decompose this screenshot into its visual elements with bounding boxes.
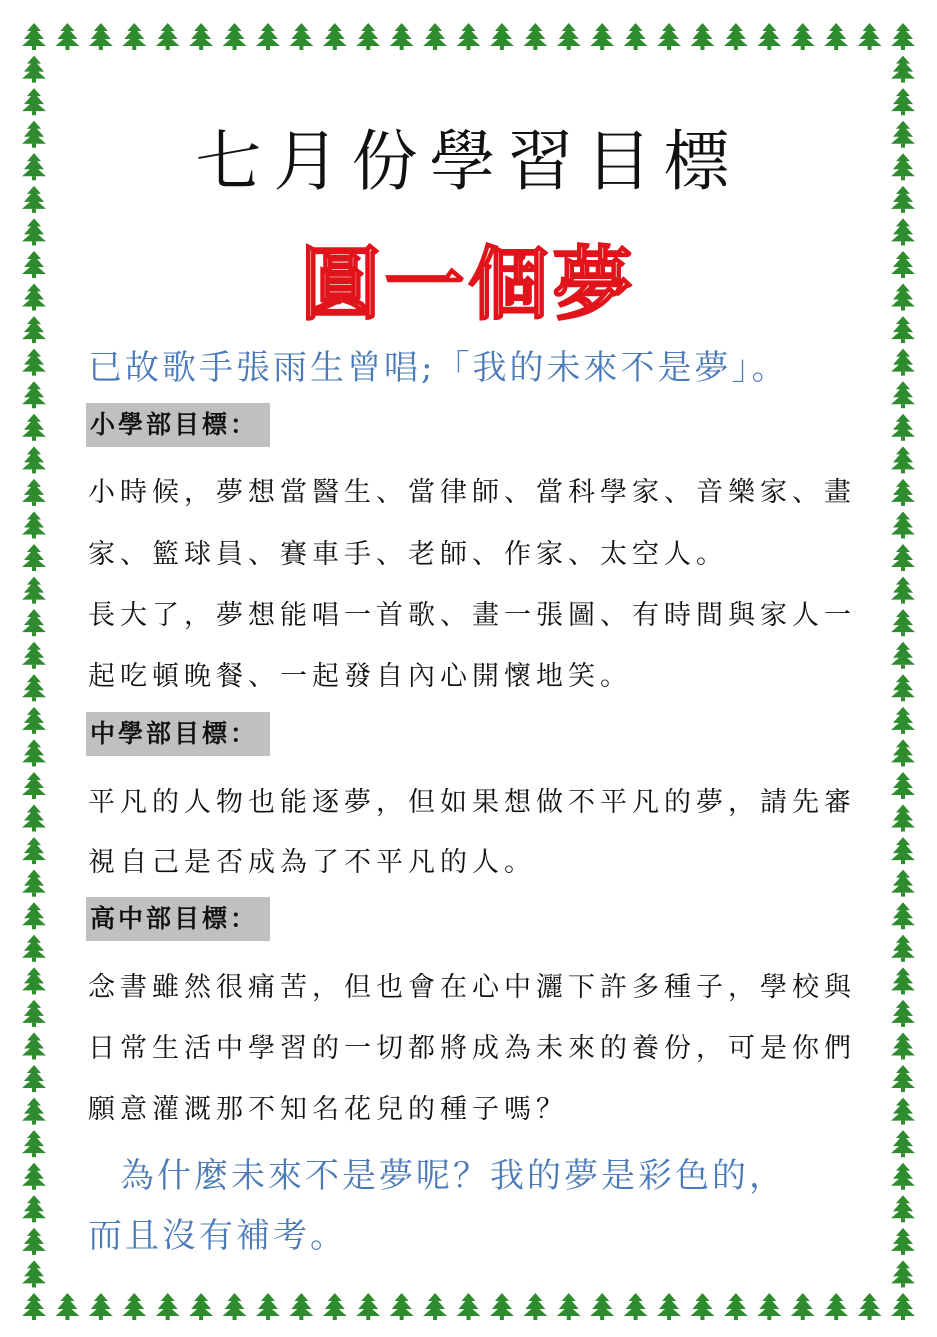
tree-icon xyxy=(891,511,915,538)
tree-icon xyxy=(22,902,46,929)
tree-icon xyxy=(891,1130,915,1157)
tree-icon xyxy=(423,1293,447,1320)
tree-icon xyxy=(256,23,280,50)
tree-icon xyxy=(690,1293,714,1320)
tree-icon xyxy=(757,1293,781,1320)
tree-icon xyxy=(22,56,46,83)
tree-icon xyxy=(22,414,46,441)
body-line: 願意灌溉那不知名花兒的種子嗎？ xyxy=(88,1094,568,1125)
tree-icon xyxy=(22,577,46,604)
tree-icon xyxy=(891,23,915,50)
tree-icon xyxy=(22,544,46,571)
tree-icon xyxy=(89,23,113,50)
tree-icon xyxy=(22,23,46,50)
tree-icon xyxy=(156,1293,180,1320)
tree-icon xyxy=(22,1065,46,1092)
body-line: 起吃頓晚餐、一起發自內心開懷地笑。 xyxy=(88,661,632,692)
tree-icon xyxy=(891,805,915,832)
tree-icon xyxy=(22,479,46,506)
tree-icon xyxy=(590,1293,614,1320)
tree-icon xyxy=(22,935,46,962)
tree-icon xyxy=(824,1293,848,1320)
tree-icon xyxy=(724,23,748,50)
tree-icon xyxy=(22,1032,46,1059)
tree-icon xyxy=(624,23,648,50)
tree-icon xyxy=(891,1195,915,1222)
tree-icon xyxy=(891,1000,915,1027)
tree-icon xyxy=(22,674,46,701)
body-line: 家、籃球員、賽車手、老師、作家、太空人。 xyxy=(88,539,728,570)
tree-icon xyxy=(22,1130,46,1157)
tree-icon xyxy=(22,1163,46,1190)
tree-icon xyxy=(891,674,915,701)
tree-icon xyxy=(122,23,146,50)
closing-line: 為什麼未來不是夢呢？我的夢是彩色的， xyxy=(120,1156,786,1196)
tree-icon xyxy=(390,23,414,50)
tree-icon xyxy=(22,837,46,864)
tree-icon xyxy=(289,23,313,50)
tree-icon xyxy=(223,23,247,50)
tree-icon xyxy=(189,1293,213,1320)
body-line: 日常生活中學習的一切都將成為未來的養份，可是你們 xyxy=(88,1033,856,1064)
tree-icon xyxy=(22,381,46,408)
tree-icon xyxy=(89,1293,113,1320)
tree-icon xyxy=(757,23,781,50)
tree-icon xyxy=(22,739,46,766)
tree-icon xyxy=(891,1098,915,1125)
tree-icon xyxy=(523,23,547,50)
tree-icon xyxy=(891,739,915,766)
tree-icon xyxy=(22,772,46,799)
tree-icon xyxy=(891,56,915,83)
section-heading-high: 高中部目標： xyxy=(86,897,270,941)
tree-icon xyxy=(22,609,46,636)
tree-icon xyxy=(22,511,46,538)
tree-icon xyxy=(891,772,915,799)
tree-icon xyxy=(891,1032,915,1059)
tree-icon xyxy=(891,544,915,571)
tree-icon xyxy=(557,23,581,50)
tree-icon xyxy=(891,902,915,929)
tree-icon xyxy=(657,1293,681,1320)
tree-icon xyxy=(22,446,46,473)
tree-icon xyxy=(891,1163,915,1190)
tree-icon xyxy=(22,1195,46,1222)
section-heading-middle: 中學部目標： xyxy=(86,712,270,756)
tree-icon xyxy=(891,642,915,669)
body-line: 視自己是否成為了不平凡的人。 xyxy=(88,847,536,878)
tree-icon xyxy=(22,1260,46,1287)
subtitle: 圓一個夢 xyxy=(300,238,637,331)
tree-icon xyxy=(590,23,614,50)
tree-icon xyxy=(55,23,79,50)
tree-icon xyxy=(791,1293,815,1320)
tree-icon xyxy=(891,609,915,636)
tree-icon xyxy=(390,1293,414,1320)
intro-quote: 已故歌手張雨生曾唱;「我的未來不是夢」。 xyxy=(88,348,789,388)
tree-icon xyxy=(256,1293,280,1320)
tree-icon xyxy=(356,1293,380,1320)
tree-icon xyxy=(891,935,915,962)
tree-icon xyxy=(55,1293,79,1320)
tree-icon xyxy=(356,23,380,50)
tree-icon xyxy=(22,1098,46,1125)
tree-icon xyxy=(724,1293,748,1320)
tree-icon xyxy=(457,23,481,50)
tree-icon xyxy=(891,381,915,408)
tree-icon xyxy=(891,870,915,897)
tree-icon xyxy=(891,577,915,604)
tree-icon xyxy=(824,23,848,50)
tree-icon xyxy=(156,23,180,50)
tree-icon xyxy=(858,23,882,50)
tree-icon xyxy=(22,642,46,669)
tree-icon xyxy=(457,1293,481,1320)
body-line: 平凡的人物也能逐夢，但如果想做不平凡的夢，請先審 xyxy=(88,787,856,818)
body-line: 念書雖然很痛苦，但也會在心中灑下許多種子，學校與 xyxy=(88,972,856,1003)
tree-icon xyxy=(891,1228,915,1255)
tree-icon xyxy=(891,414,915,441)
tree-icon xyxy=(490,23,514,50)
tree-icon xyxy=(891,446,915,473)
tree-icon xyxy=(22,1293,46,1320)
tree-icon xyxy=(891,1260,915,1287)
tree-icon xyxy=(858,1293,882,1320)
tree-icon xyxy=(22,967,46,994)
tree-icon xyxy=(223,1293,247,1320)
section-heading-primary: 小學部目標： xyxy=(86,403,270,447)
tree-icon xyxy=(22,707,46,734)
tree-icon xyxy=(891,479,915,506)
tree-icon xyxy=(557,1293,581,1320)
tree-icon xyxy=(891,349,915,376)
tree-icon xyxy=(189,23,213,50)
tree-icon xyxy=(891,837,915,864)
tree-icon xyxy=(891,707,915,734)
tree-icon xyxy=(490,1293,514,1320)
tree-icon xyxy=(22,805,46,832)
tree-icon xyxy=(523,1293,547,1320)
tree-icon xyxy=(891,967,915,994)
tree-icon xyxy=(22,1228,46,1255)
tree-icon xyxy=(657,23,681,50)
tree-icon xyxy=(891,1065,915,1092)
tree-icon xyxy=(22,1000,46,1027)
tree-icon xyxy=(891,1293,915,1320)
tree-icon xyxy=(22,349,46,376)
tree-icon xyxy=(624,1293,648,1320)
tree-icon xyxy=(323,23,347,50)
body-line: 小時候，夢想當醫生、當律師、當科學家、音樂家、畫 xyxy=(88,477,856,508)
tree-icon xyxy=(22,870,46,897)
tree-icon xyxy=(289,1293,313,1320)
body-line: 長大了，夢想能唱一首歌、畫一張圖、有時間與家人一 xyxy=(88,600,856,631)
tree-icon xyxy=(323,1293,347,1320)
page-title: 七月份學習目標 xyxy=(195,123,742,200)
closing-line: 而且沒有補考。 xyxy=(88,1216,347,1256)
tree-icon xyxy=(791,23,815,50)
tree-icon xyxy=(122,1293,146,1320)
tree-icon xyxy=(690,23,714,50)
tree-icon xyxy=(423,23,447,50)
